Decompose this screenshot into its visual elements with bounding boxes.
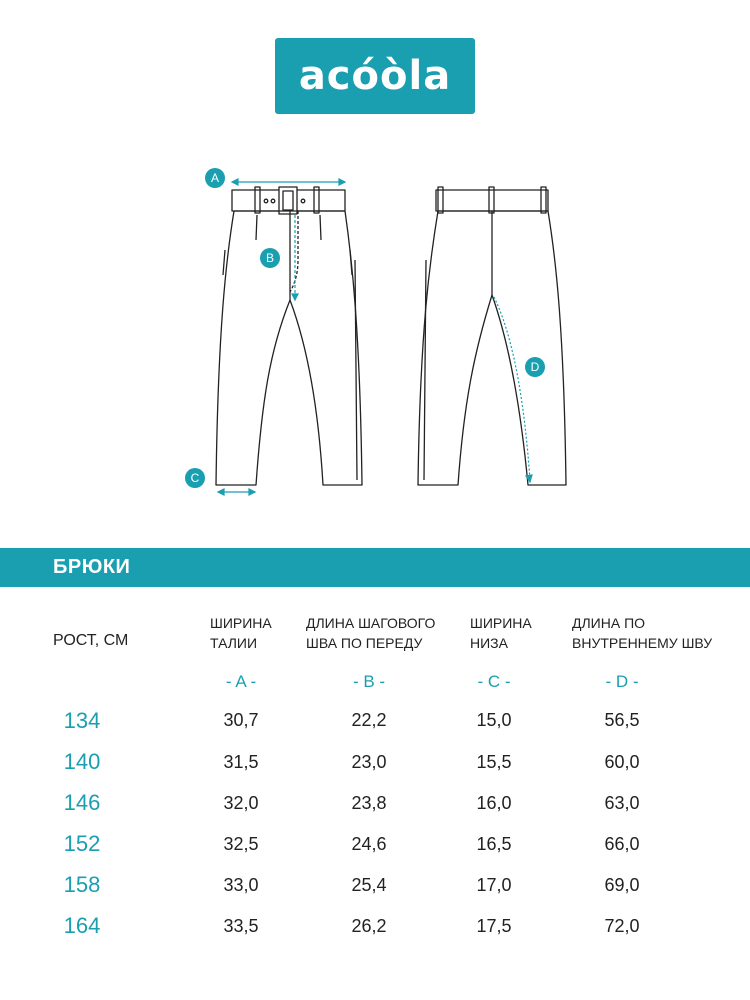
column-header-c-line2: НИЗА (470, 635, 508, 651)
cell-a: 32,0 (223, 793, 259, 813)
cell-b: 23,8 (351, 793, 387, 813)
row-height: 134 (63, 708, 101, 733)
column-header-b (306, 613, 435, 653)
column-letter-d: - D - (605, 672, 639, 691)
section-title: БРЮКИ (53, 556, 131, 578)
column-letter-b: - B - (352, 672, 386, 691)
cell-b: 22,2 (351, 710, 387, 730)
column-header-b-line1: ДЛИНА ШАГОВОГО (306, 615, 436, 631)
column-header-c-line1: ШИРИНА (470, 615, 532, 631)
cell-b: 25,4 (351, 875, 387, 895)
cell-c: 15,0 (476, 710, 512, 730)
row-height: 146 (63, 790, 101, 815)
cell-d: 66,0 (604, 834, 640, 854)
cell-a: 33,0 (223, 875, 259, 895)
row-height: 158 (63, 872, 101, 897)
column-header-a (210, 613, 272, 653)
front-view (216, 187, 362, 485)
cell-c: 16,0 (476, 793, 512, 813)
cell-b: 26,2 (351, 916, 387, 936)
back-view (418, 187, 566, 485)
column-letter-c: - C - (477, 672, 511, 691)
column-header-c (470, 613, 532, 653)
row-height: 152 (63, 831, 101, 856)
marker-c: C (190, 471, 200, 485)
section-banner (0, 548, 750, 587)
column-letter-a: - A - (225, 672, 257, 691)
column-header-d (572, 613, 712, 653)
cell-b: 24,6 (351, 834, 387, 854)
cell-d: 56,5 (604, 710, 640, 730)
column-header-d-line1: ДЛИНА ПО (572, 615, 646, 631)
cell-a: 30,7 (223, 710, 259, 730)
column-header-b-line2: ШВА ПО ПЕРЕДУ (306, 635, 423, 651)
column-header-d-line2: ВНУТРЕННЕМУ ШВУ (572, 635, 713, 651)
cell-c: 17,0 (476, 875, 512, 895)
cell-c: 15,5 (476, 752, 512, 772)
cell-a: 31,5 (223, 752, 259, 772)
marker-d: D (530, 360, 540, 374)
brand-logo-text: acóòla (298, 53, 452, 99)
marker-a: A (210, 171, 220, 185)
cell-d: 63,0 (604, 793, 640, 813)
cell-a: 33,5 (223, 916, 259, 936)
column-header-a-line1: ШИРИНА (210, 615, 272, 631)
cell-d: 72,0 (604, 916, 640, 936)
cell-d: 60,0 (604, 752, 640, 772)
row-height: 140 (63, 749, 101, 774)
cell-b: 23,0 (351, 752, 387, 772)
cell-a: 32,5 (223, 834, 259, 854)
marker-b: B (265, 251, 275, 265)
column-header-a-line2: ТАЛИИ (210, 635, 258, 651)
row-height: 164 (63, 913, 101, 938)
cell-d: 69,0 (604, 875, 640, 895)
cell-c: 16,5 (476, 834, 512, 854)
pants-diagram (0, 150, 750, 510)
row-header: РОСТ, СМ (53, 632, 129, 649)
cell-c: 17,5 (476, 916, 512, 936)
brand-logo (275, 38, 475, 114)
